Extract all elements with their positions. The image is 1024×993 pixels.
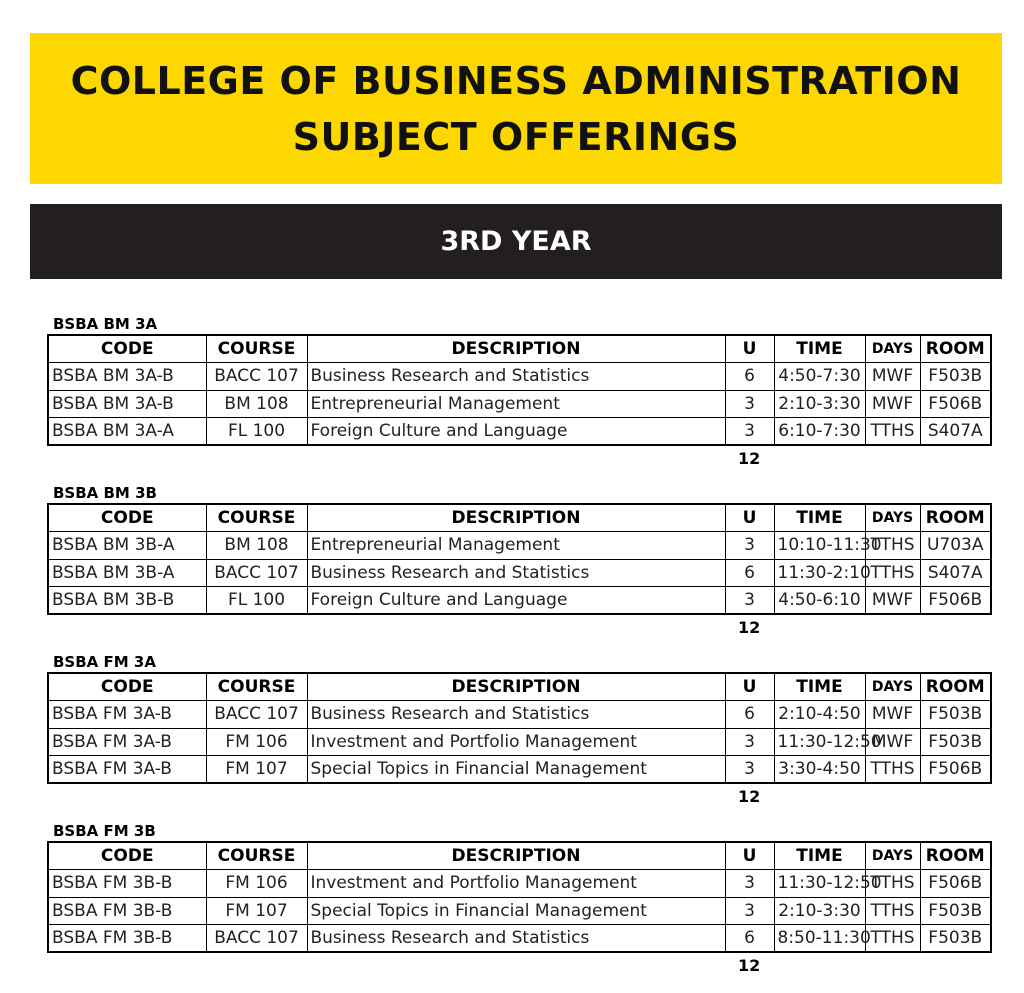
description-header: DESCRIPTION [307,842,725,870]
cell-time: 2:10-4:50 [774,701,865,729]
cell-room: F503B [920,363,991,391]
table-row [48,390,991,418]
course-header: COURSE [206,673,307,701]
cell-room: S407A [920,418,991,446]
table-row [48,756,991,784]
table-row [48,870,991,898]
cell-code: BSBA BM 3B-A [48,532,206,560]
cell-room: U703A [920,532,991,560]
cell-course: FL 100 [206,418,307,446]
cell-description: Foreign Culture and Language [307,418,725,446]
cell-days: MWF [865,363,920,391]
cell-course: FM 106 [206,728,307,756]
cell-room: S407A [920,559,991,587]
cell-code: BSBA FM 3A-B [48,701,206,729]
cell-days: TTHS [865,870,920,898]
table-header-row [48,842,991,870]
cell-units: 6 [725,363,774,391]
cell-units: 3 [725,870,774,898]
schedule-section [47,822,990,979]
table-row [48,897,991,925]
cell-units: 6 [725,559,774,587]
cell-units: 3 [725,587,774,615]
days-header: DAYS [865,335,920,363]
cell-code: BSBA FM 3B-B [48,870,206,898]
section-label: BSBA BM 3A [53,315,158,333]
description-header: DESCRIPTION [307,504,725,532]
room-header: ROOM [920,842,991,870]
cell-description: Investment and Portfolio Management [307,870,725,898]
days-header: DAYS [865,504,920,532]
cell-room: F503B [920,925,991,953]
cell-course: BM 108 [206,390,307,418]
section-label: BSBA FM 3A [53,653,156,671]
table-row [48,728,991,756]
cell-units: 3 [725,390,774,418]
cell-description: Entrepreneurial Management [307,532,725,560]
page-title: COLLEGE OF BUSINESS ADMINISTRATION [70,58,962,103]
code-header: CODE [48,335,206,363]
days-header: DAYS [865,673,920,701]
cell-description: Business Research and Statistics [307,701,725,729]
table-row [48,559,991,587]
section-label: BSBA FM 3B [53,822,156,840]
cell-time: 8:50-11:30 [774,925,865,953]
cell-units: 6 [725,925,774,953]
title-banner [30,33,1002,184]
units-total: 12 [738,449,761,468]
table-header-row [48,504,991,532]
cell-course: BM 108 [206,532,307,560]
cell-time: 3:30-4:50 [774,756,865,784]
offerings-table [47,334,992,446]
room-header: ROOM [920,504,991,532]
cell-room: F503B [920,728,991,756]
code-header: CODE [48,842,206,870]
cell-description: Special Topics in Financial Management [307,756,725,784]
code-header: CODE [48,504,206,532]
course-header: COURSE [206,842,307,870]
description-header: DESCRIPTION [307,673,725,701]
units-total: 12 [738,956,761,975]
cell-course: BACC 107 [206,559,307,587]
offerings-table [47,841,992,953]
course-header: COURSE [206,504,307,532]
units-total: 12 [738,618,761,637]
cell-code: BSBA BM 3B-B [48,587,206,615]
cell-days: TTHS [865,559,920,587]
schedule-section [47,484,990,641]
cell-course: FM 106 [206,870,307,898]
cell-code: BSBA FM 3A-B [48,756,206,784]
cell-course: FL 100 [206,587,307,615]
cell-description: Business Research and Statistics [307,925,725,953]
units-header: U [725,842,774,870]
cell-course: FM 107 [206,756,307,784]
cell-units: 3 [725,897,774,925]
cell-time: 11:30-12:50 [774,728,865,756]
page-subtitle: SUBJECT OFFERINGS [292,114,740,159]
cell-description: Investment and Portfolio Management [307,728,725,756]
table-row [48,532,991,560]
description-header: DESCRIPTION [307,335,725,363]
cell-time: 6:10-7:30 [774,418,865,446]
cell-code: BSBA FM 3B-B [48,897,206,925]
cell-units: 3 [725,756,774,784]
cell-room: F503B [920,701,991,729]
cell-room: F506B [920,756,991,784]
cell-days: TTHS [865,756,920,784]
year-banner [30,204,1002,279]
cell-units: 3 [725,728,774,756]
cell-course: BACC 107 [206,925,307,953]
time-header: TIME [774,673,865,701]
cell-days: MWF [865,390,920,418]
room-header: ROOM [920,673,991,701]
cell-days: TTHS [865,897,920,925]
offerings-table [47,503,992,615]
cell-description: Foreign Culture and Language [307,587,725,615]
cell-days: TTHS [865,418,920,446]
cell-description: Special Topics in Financial Management [307,897,725,925]
cell-code: BSBA BM 3A-A [48,418,206,446]
cell-code: BSBA BM 3B-A [48,559,206,587]
year-label: 3RD YEAR [440,226,592,257]
cell-days: MWF [865,701,920,729]
cell-units: 3 [725,532,774,560]
table-header-row [48,335,991,363]
cell-days: TTHS [865,532,920,560]
schedule-section [47,315,990,472]
table-row [48,701,991,729]
cell-description: Entrepreneurial Management [307,390,725,418]
course-header: COURSE [206,335,307,363]
section-label: BSBA BM 3B [53,484,157,502]
units-header: U [725,335,774,363]
cell-days: MWF [865,587,920,615]
cell-code: BSBA BM 3A-B [48,390,206,418]
table-row [48,363,991,391]
cell-course: BACC 107 [206,363,307,391]
cell-room: F503B [920,897,991,925]
cell-units: 6 [725,701,774,729]
table-row [48,925,991,953]
cell-time: 2:10-3:30 [774,897,865,925]
room-header: ROOM [920,335,991,363]
time-header: TIME [774,335,865,363]
cell-time: 11:30-12:50 [774,870,865,898]
time-header: TIME [774,504,865,532]
cell-description: Business Research and Statistics [307,559,725,587]
cell-code: BSBA FM 3A-B [48,728,206,756]
units-header: U [725,504,774,532]
cell-time: 10:10-11:30 [774,532,865,560]
cell-time: 2:10-3:30 [774,390,865,418]
table-row [48,587,991,615]
cell-room: F506B [920,870,991,898]
cell-time: 4:50-7:30 [774,363,865,391]
cell-time: 11:30-2:10 [774,559,865,587]
cell-days: MWF [865,728,920,756]
cell-room: F506B [920,390,991,418]
schedule-section [47,653,990,810]
cell-time: 4:50-6:10 [774,587,865,615]
offerings-table [47,672,992,784]
cell-room: F506B [920,587,991,615]
days-header: DAYS [865,842,920,870]
time-header: TIME [774,842,865,870]
cell-days: TTHS [865,925,920,953]
cell-code: BSBA FM 3B-B [48,925,206,953]
units-total: 12 [738,787,761,806]
cell-code: BSBA BM 3A-B [48,363,206,391]
cell-course: FM 107 [206,897,307,925]
table-row [48,418,991,446]
units-header: U [725,673,774,701]
cell-course: BACC 107 [206,701,307,729]
table-header-row [48,673,991,701]
cell-units: 3 [725,418,774,446]
code-header: CODE [48,673,206,701]
cell-description: Business Research and Statistics [307,363,725,391]
